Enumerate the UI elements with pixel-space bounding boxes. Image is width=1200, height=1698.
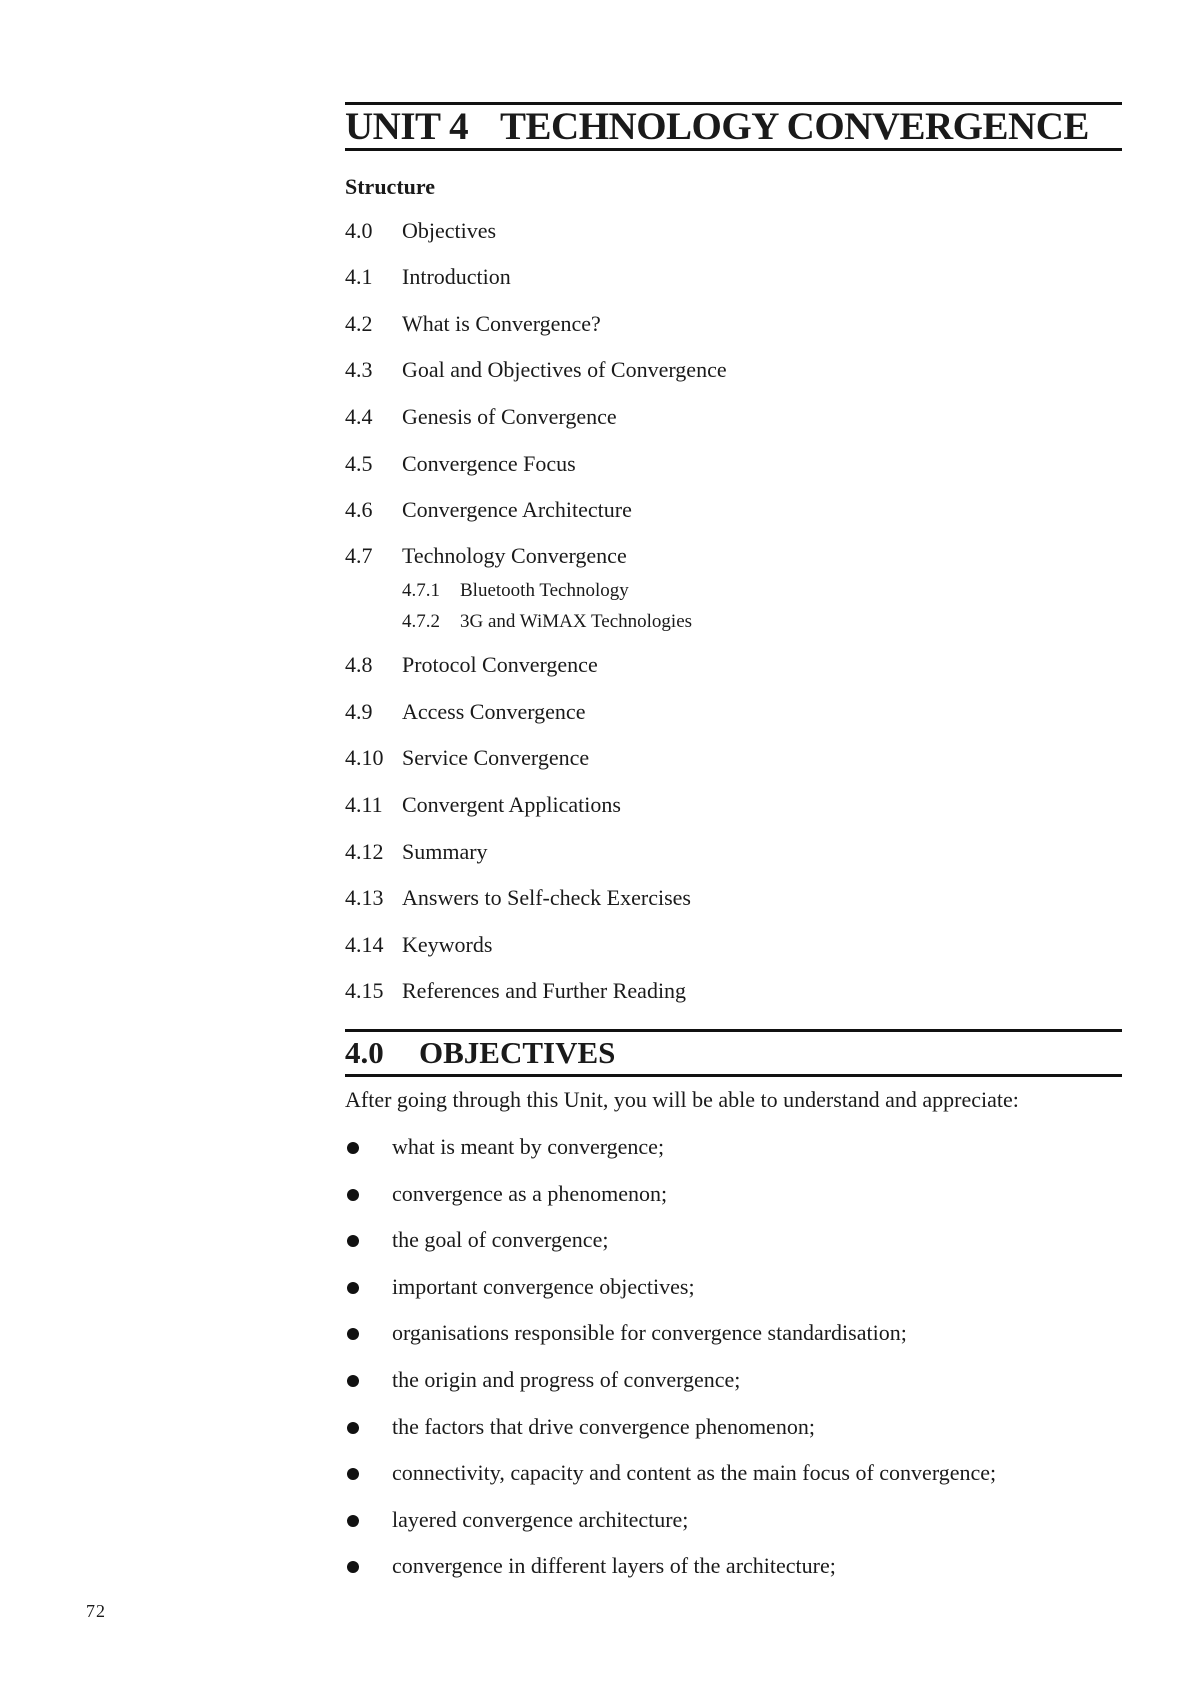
list-item-text: organisations responsible for convergence standardisation; xyxy=(392,1320,907,1345)
toc-entry-number: 4.1 xyxy=(345,264,373,289)
bullet-icon xyxy=(347,1375,359,1387)
toc-entry-label: References and Further Reading xyxy=(402,978,687,1003)
list-item-text: the goal of convergence; xyxy=(392,1227,609,1252)
list-item-text: connectivity, capacity and content as the main focus of convergence; xyxy=(392,1460,997,1485)
bullet-icon xyxy=(347,1328,359,1340)
bullet-icon xyxy=(347,1468,359,1480)
toc-entry-number: 4.13 xyxy=(345,885,384,910)
toc-entry-number: 4.5 xyxy=(345,451,373,476)
toc-entry-label: Keywords xyxy=(402,932,493,957)
toc-entry-number: 4.3 xyxy=(345,357,373,382)
toc-entry-label: Answers to Self-check Exercises xyxy=(402,885,691,910)
page-number: 72 xyxy=(86,1601,106,1621)
toc-entry-number: 4.6 xyxy=(345,497,373,522)
list-item-text: what is meant by convergence; xyxy=(392,1134,665,1159)
toc-entry-label: Access Convergence xyxy=(402,699,586,724)
list-item-text: the origin and progress of convergence; xyxy=(392,1367,741,1392)
structure-heading: Structure xyxy=(345,174,436,199)
toc-entry-number: 4.0 xyxy=(345,218,373,243)
toc-entry-number: 4.9 xyxy=(345,699,373,724)
toc-entry-number: 4.15 xyxy=(345,978,384,1003)
toc-entry-label: Convergent Applications xyxy=(402,792,621,817)
unit-number: UNIT 4 xyxy=(345,105,469,148)
toc-entry-label: Convergence Focus xyxy=(402,451,576,476)
toc-subentry-number: 4.7.2 xyxy=(402,611,440,632)
list-item-text: convergence in different layers of the architecture; xyxy=(392,1553,836,1578)
toc-entry-number: 4.12 xyxy=(345,839,384,864)
objectives-intro: After going through this Unit, you will be able to understand and appreciate: xyxy=(345,1087,1019,1112)
toc-entry-number: 4.4 xyxy=(345,404,373,429)
bullet-icon xyxy=(347,1142,359,1154)
toc-entry-label: Introduction xyxy=(402,264,511,289)
toc-entry-label: Objectives xyxy=(402,218,497,243)
toc-entry-label: Genesis of Convergence xyxy=(402,404,617,429)
list-item-text: layered convergence architecture; xyxy=(392,1507,689,1532)
toc-entry-label: Goal and Objectives of Convergence xyxy=(402,357,727,382)
toc-subentry-number: 4.7.1 xyxy=(402,580,440,601)
bullet-icon xyxy=(347,1515,359,1527)
bullet-icon xyxy=(347,1282,359,1294)
toc-entry-label: Protocol Convergence xyxy=(402,652,598,677)
list-item-text: the factors that drive convergence phenomenon; xyxy=(392,1414,815,1439)
section-bottom-rule xyxy=(345,1074,1122,1077)
toc-entry-number: 4.2 xyxy=(345,311,373,336)
section-number: 4.0 xyxy=(345,1035,384,1070)
toc-entry-label: Summary xyxy=(402,839,488,864)
section-title xyxy=(345,1034,1122,1072)
toc-entry-label: Service Convergence xyxy=(402,745,590,770)
toc-entry-number: 4.11 xyxy=(345,792,383,817)
toc-subentry-label: Bluetooth Technology xyxy=(460,580,629,601)
section-top-rule xyxy=(345,1029,1122,1032)
title-bottom-rule xyxy=(345,148,1122,151)
toc-entry-number: 4.14 xyxy=(345,932,384,957)
toc-entry-number: 4.10 xyxy=(345,745,384,770)
toc-entry-label: Convergence Architecture xyxy=(402,497,632,522)
toc-entry-number: 4.8 xyxy=(345,652,373,677)
unit-title-text: TECHNOLOGY CONVERGENCE xyxy=(500,105,1089,148)
list-item-text: convergence as a phenomenon; xyxy=(392,1181,668,1206)
toc-entry-number: 4.7 xyxy=(345,543,373,568)
bullet-icon xyxy=(347,1422,359,1434)
bullet-icon xyxy=(347,1561,359,1573)
bullet-icon xyxy=(347,1235,359,1247)
toc-subentry-label: 3G and WiMAX Technologies xyxy=(460,611,693,632)
section-title-text: OBJECTIVES xyxy=(419,1035,616,1070)
bullet-icon xyxy=(347,1189,359,1201)
list-item-text: important convergence objectives; xyxy=(392,1274,695,1299)
toc-entry-label: Technology Convergence xyxy=(402,543,627,568)
unit-title xyxy=(345,104,1122,150)
toc-entry-label: What is Convergence? xyxy=(402,311,601,336)
